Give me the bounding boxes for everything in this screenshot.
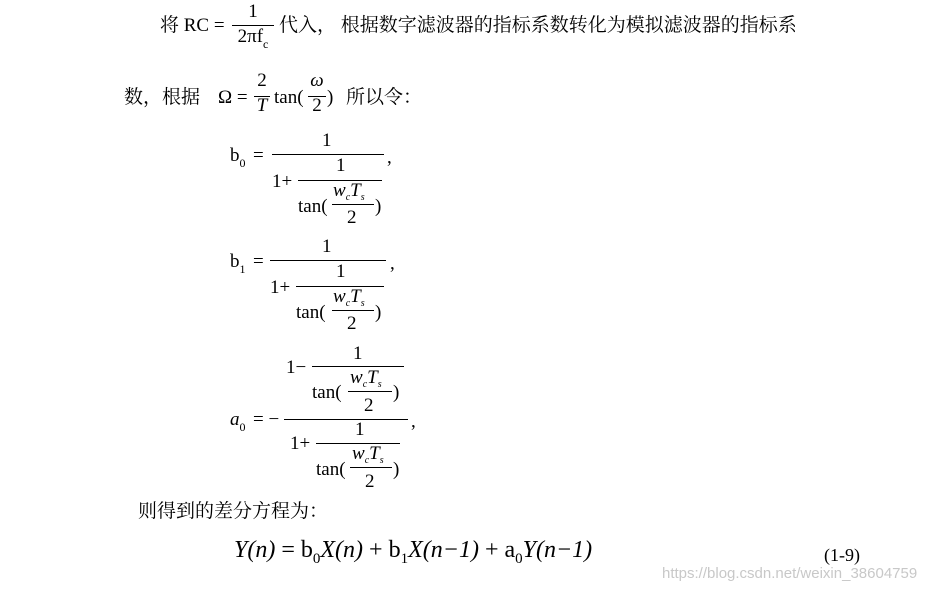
eq-b1-sub: 1 xyxy=(400,551,409,567)
b0-tan-bar xyxy=(332,204,374,205)
eq-Xn-1: X(n−1) xyxy=(408,537,479,563)
b0-T: T xyxy=(350,180,361,201)
a0-main-bar xyxy=(284,419,408,420)
b1-tan-bar xyxy=(332,310,374,311)
b0-lhs-sub: 0 xyxy=(239,156,246,170)
b1-tan-open: tan( xyxy=(296,302,326,323)
b0-tan-close: ) xyxy=(375,196,382,217)
eq-b0-letter: b xyxy=(300,537,313,563)
line2-tan-open: tan( xyxy=(274,87,304,108)
b0-lhs xyxy=(230,145,246,170)
b1-w-sub: c xyxy=(345,298,351,309)
b0-one-plus: 1+ xyxy=(272,171,293,192)
b0-main-bar xyxy=(272,154,384,155)
eq-b1-letter: b xyxy=(388,537,401,563)
eq-b1 xyxy=(388,537,409,567)
b1-T-sub: s xyxy=(360,298,365,309)
b1-lhs-letter: b xyxy=(230,251,240,272)
b0-den2: 2 xyxy=(347,207,357,228)
a0-one-plus: 1+ xyxy=(290,433,311,454)
b1-inner-numerator: 1 xyxy=(336,261,346,282)
eq-a0 xyxy=(504,537,523,567)
line1-prefix: 将 RC = xyxy=(160,15,225,36)
b0-eq: = xyxy=(253,145,264,166)
diff-equation-label: 则得到的差分方程为： xyxy=(138,501,329,522)
b0-w-sub: c xyxy=(345,192,351,203)
eq-a0-letter: a xyxy=(504,537,516,563)
a0-den-w-sub: c xyxy=(364,455,370,466)
a0-den-inner-numerator: 1 xyxy=(355,419,365,440)
difference-equation xyxy=(234,537,593,567)
line1-frac-num: 1 xyxy=(248,1,258,22)
line1-fraction-bar xyxy=(232,25,274,26)
a0-lhs xyxy=(230,409,246,434)
b1-lhs-sub: 1 xyxy=(239,262,246,276)
a0-den-den2: 2 xyxy=(365,471,375,492)
a0-den-T-sub: s xyxy=(379,455,384,466)
line2-tan-close: ) xyxy=(327,87,334,108)
line1-frac-den-sub: c xyxy=(263,37,269,51)
a0-comma: , xyxy=(411,411,416,432)
a0-one-minus: 1− xyxy=(286,357,307,378)
line2-inner-bar xyxy=(308,96,326,97)
eq-equals: = xyxy=(281,537,295,563)
a0-den-tan-open: tan( xyxy=(316,459,346,480)
a0-num-T-sub: s xyxy=(377,379,382,390)
b0-inner-numerator: 1 xyxy=(336,155,346,176)
a0-num-w-sub: c xyxy=(362,379,368,390)
a0-lhs-sub: 0 xyxy=(239,420,246,434)
line2-suffix: 所以令： xyxy=(346,87,423,108)
line1-suffix: 代入， 根据数字滤波器的指标系数转化为模拟滤波器的指标系 xyxy=(279,15,797,36)
a0-num-tan-close: ) xyxy=(393,382,400,403)
a0-den-wc xyxy=(352,443,384,466)
b0-comma: , xyxy=(387,147,392,168)
b1-numerator: 1 xyxy=(322,236,332,257)
b1-comma: , xyxy=(390,253,395,274)
line2-fraction xyxy=(254,71,270,115)
b1-eq: = xyxy=(253,251,264,272)
a0-den-T: T xyxy=(369,443,380,464)
a0-num-T: T xyxy=(367,367,378,388)
eq-Xn: X(n) xyxy=(320,537,364,563)
b0-lhs-letter: b xyxy=(230,145,240,166)
a0-den-w: w xyxy=(352,443,365,464)
line2-frac-den: T xyxy=(256,95,268,116)
line2-frac-num: 2 xyxy=(257,70,267,91)
eq-plus-1: + xyxy=(369,537,383,563)
eq-Yn: Y(n) xyxy=(234,537,276,563)
a0-num-tan-bar xyxy=(348,391,392,392)
b1-lhs xyxy=(230,251,246,276)
a0-den-tan-close: ) xyxy=(393,459,400,480)
a0-num-wc xyxy=(350,367,382,390)
eq-b0 xyxy=(300,537,321,567)
line2-omega-eq: Ω = xyxy=(218,87,248,108)
eq-plus-2: + xyxy=(484,537,499,563)
b0-wc xyxy=(333,180,365,203)
line2-inner-num: ω xyxy=(310,70,324,91)
a0-num-tan-open: tan( xyxy=(312,382,342,403)
a0-eq: = − xyxy=(253,409,280,430)
a0-num-inner-numerator: 1 xyxy=(353,343,363,364)
b0-w: w xyxy=(333,180,346,201)
line1-frac-den xyxy=(232,26,274,51)
line1-frac-den-main: 2πf xyxy=(237,26,264,47)
line2-prefix: 数，根据 xyxy=(124,87,201,108)
eq-a0-sub: 0 xyxy=(515,551,523,567)
line1-fraction xyxy=(232,1,274,51)
b1-tan-close: ) xyxy=(375,302,382,323)
line2-fraction-bar xyxy=(254,96,270,97)
line2-inner-den: 2 xyxy=(312,95,322,116)
b1-wc xyxy=(333,286,365,309)
a0-den-tan-bar xyxy=(350,467,392,468)
b0-tan-open: tan( xyxy=(298,196,328,217)
b1-T: T xyxy=(350,286,361,307)
watermark-url: https://blog.csdn.net/weixin_38604759 xyxy=(662,565,918,582)
b1-w: w xyxy=(333,286,346,307)
a0-num-den2: 2 xyxy=(364,395,374,416)
b1-main-bar xyxy=(270,260,386,261)
b1-den2: 2 xyxy=(347,313,357,334)
eq-Yn-1: Y(n−1) xyxy=(522,537,593,563)
b1-one-plus: 1+ xyxy=(270,277,291,298)
eq-b0-sub: 0 xyxy=(312,551,321,567)
line2-inner-fraction xyxy=(308,71,326,115)
a0-num-w: w xyxy=(350,367,363,388)
a0-lhs-letter: a xyxy=(230,409,240,430)
equation-number: (1-9) xyxy=(824,545,860,565)
b0-T-sub: s xyxy=(360,192,365,203)
b0-numerator: 1 xyxy=(322,130,332,151)
